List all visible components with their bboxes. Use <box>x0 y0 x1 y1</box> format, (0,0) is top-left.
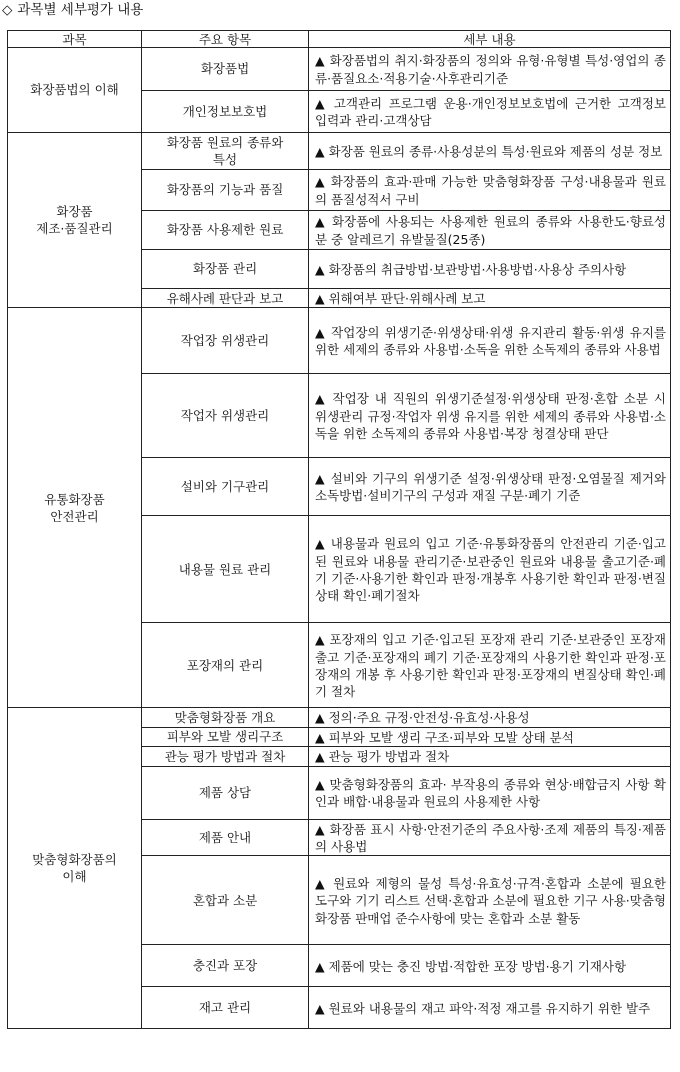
detail-text: 맞춤형화장품의 효과· 부작용의 종류와 현상·배합금지 사항 확인과 배합·내용물과 원료의 사용제한 사항 <box>315 776 666 810</box>
detail-text: 피부와 모발 생리 구조·피부와 모발 상태 분석 <box>328 729 574 745</box>
main-item-cell-text: 포장재의 관리 <box>186 657 264 673</box>
main-item-cell-text: 맞춤형화장품 개요 <box>174 709 276 725</box>
main-item-cell <box>142 458 309 516</box>
subject-cell <box>8 133 142 308</box>
subject-cell-text: 화장품법의 이해 <box>30 82 119 98</box>
triangle-bullet-icon: ▲ <box>315 632 326 648</box>
main-item-cell-text: 혼합과 소분 <box>192 892 258 908</box>
subject-cell <box>8 708 142 1029</box>
triangle-bullet-icon: ▲ <box>315 749 325 765</box>
main-item-cell <box>142 766 309 819</box>
detail-text: 화장품 표시 사항·안전기준의 주요사항·조제 제품의 특징·제품의 사용법 <box>315 821 666 855</box>
main-item-cell <box>142 623 309 708</box>
main-item-cell <box>142 727 309 746</box>
main-item-cell-text: 재고 관리 <box>198 1000 252 1016</box>
main-item-cell <box>142 289 309 308</box>
main-item-cell-text: 내용물 원료 관리 <box>178 561 272 577</box>
detail-cell <box>309 987 671 1029</box>
main-item-cell-text: 설비와 기구관리 <box>180 479 270 495</box>
header-subject: 과목 <box>8 31 142 48</box>
triangle-bullet-icon: ▲ <box>315 95 328 111</box>
triangle-bullet-icon: ▲ <box>315 729 325 745</box>
triangle-bullet-icon: ▲ <box>315 174 326 190</box>
main-item-cell-text: 화장품 원료의 종류와 특성 <box>166 134 284 167</box>
main-item-cell-text: 화장품 사용제한 원료 <box>166 222 284 238</box>
main-item-cell <box>142 987 309 1029</box>
detail-cell <box>309 945 671 987</box>
detail-cell <box>309 766 671 819</box>
detail-text: 화장품법의 취지·화장품의 정의와 유형·유형별 특성·영업의 종류·품질요소·적용기술·사후관리기준 <box>315 53 666 86</box>
subject-cell-text: 화장품 제조·품질관리 <box>36 203 113 237</box>
main-item-cell-text: 화장품의 기능과 품질 <box>166 182 284 198</box>
subject-cell <box>8 48 142 133</box>
triangle-bullet-icon: ▲ <box>315 1000 325 1016</box>
triangle-bullet-icon: ▲ <box>315 53 326 69</box>
subject-cell-text: 맞춤형화장품의 이해 <box>32 852 117 885</box>
detail-text: 화장품에 사용되는 사용제한 원료의 종류와 사용한도·향료성분 중 알레르기 유발물질(25종) <box>315 214 666 247</box>
detail-text: 화장품의 효과·판매 가능한 맞춤형화장품 구성·내용물과 원료의 품질성적서 구비 <box>315 174 666 207</box>
main-item-cell <box>142 133 309 170</box>
main-item-cell-text: 작업자 위생관리 <box>180 408 270 424</box>
main-item-cell-text: 피부와 모발 생리구조 <box>166 729 284 745</box>
evaluation-table <box>7 30 671 1029</box>
detail-cell <box>309 250 671 289</box>
triangle-bullet-icon: ▲ <box>315 958 325 974</box>
main-item-cell <box>142 819 309 856</box>
header-row <box>8 31 671 48</box>
main-item-cell <box>142 308 309 374</box>
detail-cell <box>309 374 671 458</box>
detail-text: 포장재의 입고 기준·입고된 포장재 관리 기준·보관중인 포장재 출고 기준·포장재의 폐기 기준·포장재의 사용기한 확인과 판정·포장재의 개봉 후 사용기한 확인과 판정·포장재의 변질상태 확인·폐기 절차 <box>315 632 666 700</box>
main-item-cell-text: 제품 상담 <box>198 784 252 800</box>
triangle-bullet-icon: ▲ <box>315 261 325 277</box>
detail-text: 관능 평가 방법과 절차 <box>328 749 450 765</box>
table-row <box>8 133 671 170</box>
table-row <box>8 708 671 727</box>
main-item-cell-text: 화장품법 <box>200 61 250 77</box>
main-item-cell-text: 유해사례 판단과 보고 <box>166 290 284 306</box>
triangle-bullet-icon: ▲ <box>315 821 326 837</box>
triangle-bullet-icon: ▲ <box>315 776 326 792</box>
detail-cell <box>309 133 671 170</box>
detail-text: 화장품의 취급방법·보관방법·사용방법·사용상 주의사항 <box>328 261 627 277</box>
detail-text: 원료와 제형의 물성 특성·유효성·규격·혼합과 소분에 필요한 도구와 기기 리스트 선택·혼합과 소분에 필요한 기구 사용·맞춤형화장품 판매업 준수사항에 맞는 혼합과 소분 활동 <box>315 875 666 926</box>
header-main-item: 주요 항목 <box>142 31 309 48</box>
detail-cell <box>309 91 671 133</box>
triangle-bullet-icon: ▲ <box>315 471 326 486</box>
main-item-cell <box>142 945 309 987</box>
triangle-bullet-icon: ▲ <box>315 710 325 726</box>
title-text: 과목별 세부평가 내용 <box>17 2 144 18</box>
triangle-bullet-icon: ▲ <box>315 875 327 891</box>
detail-cell <box>309 48 671 91</box>
detail-text: 작업장의 위생기준·위생상태·위생 유지관리 활동·위생 유지를 위한 세제의 종류와 사용법·소독을 위한 소독제의 종류와 사용법 <box>315 325 666 358</box>
main-item-cell <box>142 747 309 766</box>
detail-text: 원료와 내용물의 재고 파악·적정 재고를 유지하기 위한 발주 <box>328 1000 651 1016</box>
main-item-cell <box>142 708 309 727</box>
table-row <box>8 48 671 91</box>
detail-text: 설비와 기구의 위생기준 설정·위생상태 판정·오염물질 제거와 소독방법·설비기구의 구성과 재질 구분·폐기 기준 <box>315 471 666 504</box>
main-item-cell-text: 제품 안내 <box>198 829 252 845</box>
detail-text: 화장품 원료의 종류·사용성분의 특성·원료와 제품의 성분 정보 <box>328 143 663 159</box>
triangle-bullet-icon: ▲ <box>315 391 327 407</box>
triangle-bullet-icon: ▲ <box>315 325 326 340</box>
detail-cell <box>309 747 671 766</box>
main-item-cell-text: 충진과 포장 <box>192 958 258 974</box>
table-row <box>8 308 671 374</box>
detail-cell <box>309 623 671 708</box>
main-item-cell-text: 화장품 관리 <box>192 261 258 277</box>
detail-cell <box>309 516 671 623</box>
main-item-cell <box>142 170 309 211</box>
detail-cell <box>309 819 671 856</box>
detail-cell <box>309 289 671 308</box>
triangle-bullet-icon: ▲ <box>315 291 325 306</box>
detail-text: 정의·주요 규정·안전성·유효성·사용성 <box>328 710 530 726</box>
detail-text: 위해여부 판단·위해사례 보고 <box>328 291 486 306</box>
subject-cell-text: 유통화장품 안전관리 <box>44 491 105 524</box>
detail-cell <box>309 308 671 374</box>
detail-cell <box>309 708 671 727</box>
main-item-cell-text: 관능 평가 방법과 절차 <box>164 748 286 764</box>
detail-cell <box>309 727 671 746</box>
detail-cell <box>309 458 671 516</box>
detail-cell <box>309 211 671 250</box>
main-item-cell <box>142 91 309 133</box>
main-item-cell-text: 작업장 위생관리 <box>180 333 270 349</box>
main-item-cell <box>142 250 309 289</box>
detail-text: 고객관리 프로그램 운용·개인정보보호법에 근거한 고객정보 입력과 관리·고객상담 <box>315 95 666 128</box>
triangle-bullet-icon: ▲ <box>315 536 326 552</box>
diamond-icon: ◇ <box>2 2 13 18</box>
detail-text: 내용물과 원료의 입고 기준·유통화장품의 안전관리 기준·입고된 원료와 내용물 관리기준·보관중인 원료와 내용물 출고기준·폐기 기준·사용기한 확인과 판정·개봉후 사용기한 확인과 판정·변질상태 확인·폐기절차 <box>315 536 666 604</box>
detail-cell <box>309 856 671 945</box>
detail-text: 제품에 맞는 충진 방법·적합한 포장 방법·용기 기재사항 <box>328 958 627 974</box>
main-item-cell <box>142 211 309 250</box>
page-title <box>2 0 143 20</box>
main-item-cell-text: 개인정보보호법 <box>182 103 268 119</box>
detail-text: 작업장 내 직원의 위생기준설정·위생상태 판정·혼합 소분 시 위생관리 규정·작업자 위생 유지를 위한 세제의 종류와 사용법·소독을 위한 소독제의 종류와 사용법·복장 청결상태 판단 <box>315 391 666 442</box>
detail-cell <box>309 170 671 211</box>
header-detail: 세부 내용 <box>309 31 671 48</box>
main-item-cell <box>142 48 309 91</box>
main-item-cell <box>142 516 309 623</box>
subject-cell <box>8 308 142 708</box>
main-item-cell <box>142 856 309 945</box>
triangle-bullet-icon: ▲ <box>315 214 327 230</box>
triangle-bullet-icon: ▲ <box>315 143 325 159</box>
main-item-cell <box>142 374 309 458</box>
